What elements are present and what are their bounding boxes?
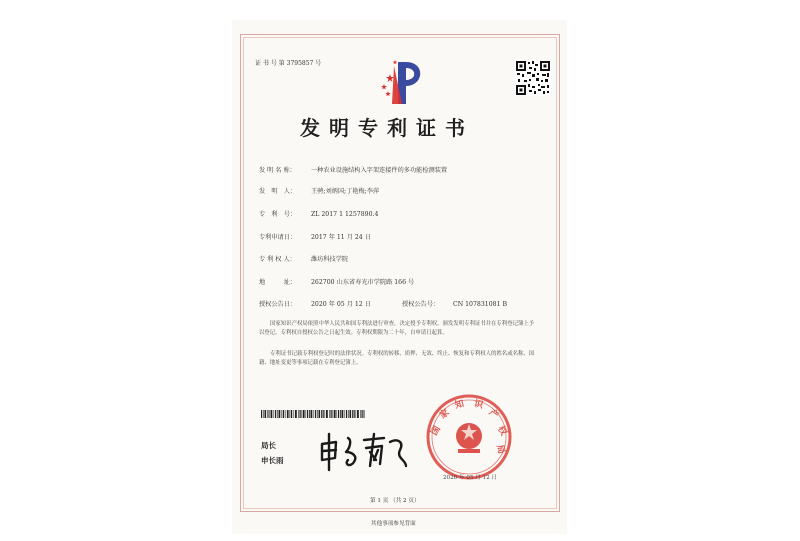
certificate-title: 发明专利证书 bbox=[300, 116, 474, 140]
field-value-inventors: 王骋;刘炳国;丁艳梅;李萍 bbox=[311, 188, 380, 195]
svg-text:家: 家 bbox=[438, 407, 452, 422]
field-label-application-date: 专利申请日： bbox=[259, 234, 297, 241]
grant-number-label: 授权公告号： bbox=[402, 301, 440, 308]
svg-text:局: 局 bbox=[493, 443, 506, 456]
director-name-label: 申长雨 bbox=[261, 456, 284, 465]
barcode-icon bbox=[261, 410, 365, 418]
grant-number-value: CN 107831081 B bbox=[453, 301, 508, 308]
svg-text:识: 识 bbox=[472, 399, 485, 412]
field-value-patentee: 潍坊科技学院 bbox=[311, 256, 349, 263]
official-seal-icon bbox=[424, 392, 514, 482]
svg-text:权: 权 bbox=[495, 424, 509, 438]
qr-code-icon bbox=[515, 60, 551, 96]
field-label-inventors: 发 明 人： bbox=[259, 188, 297, 195]
field-label-invention-name: 发 明 名 称： bbox=[259, 167, 296, 174]
cnipa-logo-icon bbox=[376, 58, 434, 108]
svg-text:产: 产 bbox=[486, 407, 500, 422]
statement-paragraph-1: 国家知识产权局依照中华人民共和国专利法进行审查，决定授予专利权，颁发发明专利证书并在专利登记簿上予以登记。专利权自授权公告之日起生效。专利权期限为二十年，自申请日起算。 bbox=[259, 321, 535, 336]
field-label-patentee: 专 利 权 人： bbox=[259, 256, 296, 263]
statement-paragraph-2: 专利证书记载专利权登记时的法律状况。专利权的转移、质押、无效、终止、恢复和专利权人的姓名或名称、国籍、地址变更等事项记载在专利登记簿上。 bbox=[259, 351, 535, 366]
director-title-label: 局长 bbox=[261, 441, 276, 450]
page-indicator: 第 1 页 （共 2 页） bbox=[370, 498, 420, 504]
seal-date: 2020 年 05 月 12 日 bbox=[443, 475, 498, 481]
field-value-address: 262700 山东省寿光市学院路 166 号 bbox=[311, 279, 415, 286]
svg-text:国: 国 bbox=[429, 424, 443, 438]
grant-date-value: 2020 年 05 月 12 日 bbox=[311, 301, 371, 308]
svg-text:知: 知 bbox=[453, 399, 466, 412]
field-label-patent-number: 专 利 号： bbox=[259, 211, 297, 218]
field-value-patent-number: ZL 2017 1 1257890.4 bbox=[311, 211, 379, 218]
handwritten-signature-icon bbox=[318, 430, 410, 472]
field-value-application-date: 2017 年 11 月 24 日 bbox=[311, 234, 371, 241]
bottom-note: 其他事项参见背面 bbox=[371, 521, 416, 527]
field-value-invention-name: 一种农业设施结构入字架连接件的多功能检测装置 bbox=[311, 167, 448, 174]
certificate-number: 证 书 号 第 3795857 号 bbox=[255, 60, 322, 67]
field-label-address: 地 址： bbox=[259, 279, 297, 286]
grant-date-label: 授权公告日： bbox=[259, 301, 297, 308]
